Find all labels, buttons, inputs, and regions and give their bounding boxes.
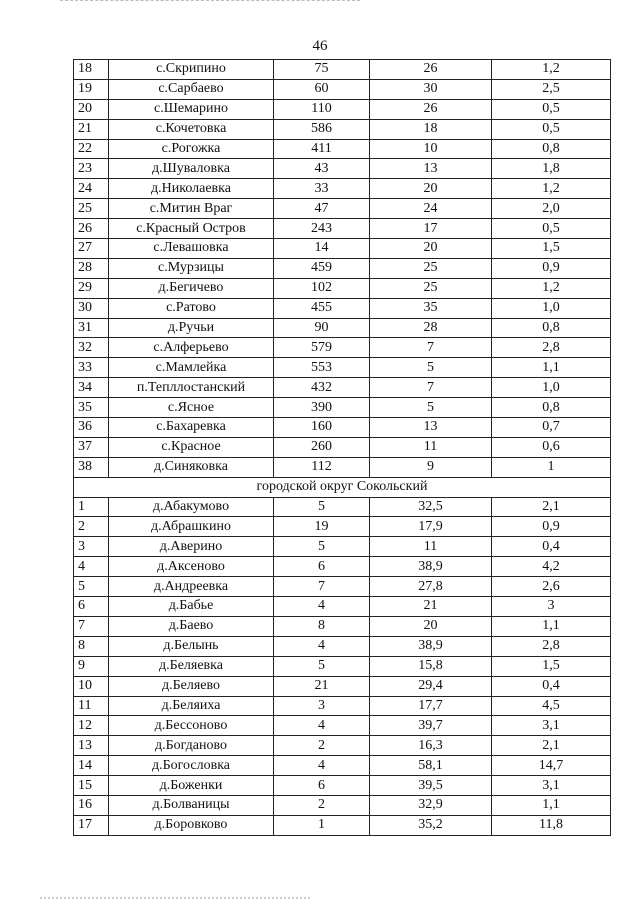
settlement-name: д.Абрашкино [109,517,274,537]
row-number: 26 [74,219,109,239]
value-1: 1 [274,815,370,835]
row-number: 19 [74,79,109,99]
table-row [74,119,611,139]
value-2: 17 [370,219,492,239]
value-2: 11 [370,437,492,457]
value-3: 0,7 [492,418,611,438]
value-1: 2 [274,795,370,815]
value-2: 30 [370,79,492,99]
table-row [74,815,611,835]
value-2: 17,7 [370,696,492,716]
table-body-lower [74,497,611,835]
settlement-name: с.Левашовка [109,239,274,259]
table-row [74,616,611,636]
settlement-name: с.Митин Враг [109,199,274,219]
value-2: 29,4 [370,676,492,696]
value-3: 0,9 [492,517,611,537]
settlement-name: с.Скрипино [109,60,274,80]
value-2: 7 [370,338,492,358]
value-1: 33 [274,179,370,199]
settlement-name: с.Алферьево [109,338,274,358]
value-3: 3,1 [492,716,611,736]
settlement-name: с.Шемарино [109,99,274,119]
settlement-name: д.Богданово [109,736,274,756]
value-2: 17,9 [370,517,492,537]
value-1: 75 [274,60,370,80]
value-2: 35 [370,298,492,318]
value-1: 47 [274,199,370,219]
settlement-name: д.Бегичево [109,278,274,298]
table-row [74,338,611,358]
value-3: 0,8 [492,318,611,338]
row-number: 6 [74,597,109,617]
value-1: 43 [274,159,370,179]
settlement-name: с.Ясное [109,398,274,418]
value-3: 3,1 [492,776,611,796]
table-row [74,219,611,239]
value-3: 1,2 [492,60,611,80]
row-number: 10 [74,676,109,696]
row-number: 7 [74,616,109,636]
settlement-name: с.Рогожка [109,139,274,159]
value-3: 2,5 [492,79,611,99]
value-2: 26 [370,99,492,119]
table-row [74,676,611,696]
settlement-name: д.Боженки [109,776,274,796]
value-3: 14,7 [492,756,611,776]
settlement-name: д.Аксеново [109,557,274,577]
settlement-name: д.Абакумово [109,497,274,517]
settlement-name: д.Баево [109,616,274,636]
table-row [74,636,611,656]
value-1: 21 [274,676,370,696]
value-3: 1,0 [492,378,611,398]
value-1: 60 [274,79,370,99]
value-2: 20 [370,616,492,636]
value-3: 2,1 [492,497,611,517]
section-title: городской округ Сокольский [74,477,611,497]
value-1: 6 [274,776,370,796]
value-1: 4 [274,597,370,617]
value-2: 5 [370,358,492,378]
value-3: 0,6 [492,437,611,457]
row-number: 11 [74,696,109,716]
value-2: 20 [370,179,492,199]
settlement-name: с.Ратово [109,298,274,318]
value-2: 38,9 [370,636,492,656]
row-number: 9 [74,656,109,676]
value-3: 1,2 [492,179,611,199]
value-3: 3 [492,597,611,617]
value-3: 1,0 [492,298,611,318]
row-number: 13 [74,736,109,756]
table-row [74,577,611,597]
row-number: 22 [74,139,109,159]
value-3: 1,1 [492,616,611,636]
table-row [74,776,611,796]
table-row [74,239,611,259]
value-1: 102 [274,278,370,298]
settlement-name: д.Беляевка [109,656,274,676]
settlement-name: д.Бабье [109,597,274,617]
value-1: 243 [274,219,370,239]
section-row [74,477,611,497]
row-number: 35 [74,398,109,418]
settlement-name: д.Богословка [109,756,274,776]
value-2: 28 [370,318,492,338]
settlement-name: д.Болваницы [109,795,274,815]
row-number: 20 [74,99,109,119]
value-3: 0,9 [492,258,611,278]
value-1: 19 [274,517,370,537]
table-row [74,60,611,80]
value-3: 2,6 [492,577,611,597]
value-1: 459 [274,258,370,278]
row-number: 12 [74,716,109,736]
value-1: 112 [274,457,370,477]
row-number: 2 [74,517,109,537]
value-2: 20 [370,239,492,259]
settlement-name: п.Тепллостанский [109,378,274,398]
settlement-name: д.Ручьи [109,318,274,338]
value-2: 16,3 [370,736,492,756]
row-number: 18 [74,60,109,80]
row-number: 1 [74,497,109,517]
value-2: 39,7 [370,716,492,736]
row-number: 4 [74,557,109,577]
value-2: 11 [370,537,492,557]
value-2: 58,1 [370,756,492,776]
value-2: 18 [370,119,492,139]
table-row [74,457,611,477]
table-row [74,99,611,119]
table-row [74,278,611,298]
value-2: 27,8 [370,577,492,597]
row-number: 34 [74,378,109,398]
value-2: 13 [370,159,492,179]
value-2: 7 [370,378,492,398]
value-3: 4,5 [492,696,611,716]
value-1: 3 [274,696,370,716]
value-3: 0,5 [492,119,611,139]
value-2: 13 [370,418,492,438]
row-number: 30 [74,298,109,318]
table-row [74,318,611,338]
row-number: 27 [74,239,109,259]
table-row [74,597,611,617]
table-row [74,159,611,179]
value-3: 1 [492,457,611,477]
value-1: 390 [274,398,370,418]
value-2: 38,9 [370,557,492,577]
value-1: 90 [274,318,370,338]
page-number: 46 [312,38,328,54]
value-1: 160 [274,418,370,438]
row-number: 29 [74,278,109,298]
table-row [74,398,611,418]
value-1: 7 [274,577,370,597]
value-3: 1,1 [492,795,611,815]
value-3: 0,8 [492,139,611,159]
value-3: 2,1 [492,736,611,756]
value-1: 586 [274,119,370,139]
value-2: 21 [370,597,492,617]
row-number: 15 [74,776,109,796]
value-2: 10 [370,139,492,159]
value-1: 5 [274,656,370,676]
value-3: 0,4 [492,537,611,557]
settlement-name: с.Сарбаево [109,79,274,99]
value-1: 411 [274,139,370,159]
row-number: 24 [74,179,109,199]
value-1: 8 [274,616,370,636]
scan-artifact-top [60,0,360,3]
value-2: 24 [370,199,492,219]
settlement-name: д.Андреевка [109,577,274,597]
row-number: 28 [74,258,109,278]
value-2: 26 [370,60,492,80]
table-row [74,437,611,457]
table-row [74,716,611,736]
row-number: 31 [74,318,109,338]
value-2: 25 [370,278,492,298]
row-number: 17 [74,815,109,835]
settlement-name: д.Беляево [109,676,274,696]
table-row [74,418,611,438]
table-row [74,139,611,159]
settlement-name: с.Красный Остров [109,219,274,239]
table-row [74,378,611,398]
value-1: 6 [274,557,370,577]
value-1: 432 [274,378,370,398]
table-row [74,736,611,756]
settlement-name: с.Мамлейка [109,358,274,378]
value-1: 579 [274,338,370,358]
row-number: 25 [74,199,109,219]
value-3: 11,8 [492,815,611,835]
value-1: 2 [274,736,370,756]
value-3: 1,5 [492,239,611,259]
settlement-name: д.Синяковка [109,457,274,477]
row-number: 32 [74,338,109,358]
value-1: 4 [274,716,370,736]
value-3: 2,8 [492,338,611,358]
value-2: 25 [370,258,492,278]
settlement-name: д.Николаевка [109,179,274,199]
value-1: 4 [274,756,370,776]
value-2: 5 [370,398,492,418]
row-number: 37 [74,437,109,457]
value-2: 9 [370,457,492,477]
value-3: 2,0 [492,199,611,219]
table-body-upper [74,60,611,478]
value-1: 14 [274,239,370,259]
table-row [74,537,611,557]
value-3: 1,5 [492,656,611,676]
table-row [74,298,611,318]
value-3: 0,5 [492,99,611,119]
value-3: 0,8 [492,398,611,418]
row-number: 16 [74,795,109,815]
table-row [74,358,611,378]
value-1: 553 [274,358,370,378]
value-3: 1,2 [492,278,611,298]
table-row [74,517,611,537]
row-number: 23 [74,159,109,179]
table-row [74,756,611,776]
value-2: 15,8 [370,656,492,676]
row-number: 5 [74,577,109,597]
value-3: 2,8 [492,636,611,656]
value-3: 0,4 [492,676,611,696]
value-2: 39,5 [370,776,492,796]
settlement-name: с.Бахаревка [109,418,274,438]
table-row [74,497,611,517]
table-row [74,696,611,716]
table-section-header [74,477,611,497]
table-row [74,258,611,278]
settlement-name: д.Боровково [109,815,274,835]
settlement-name: д.Бессоново [109,716,274,736]
settlement-name: с.Кочетовка [109,119,274,139]
table-row [74,557,611,577]
row-number: 8 [74,636,109,656]
row-number: 3 [74,537,109,557]
row-number: 36 [74,418,109,438]
value-3: 1,8 [492,159,611,179]
value-1: 110 [274,99,370,119]
table-row [74,656,611,676]
row-number: 14 [74,756,109,776]
row-number: 38 [74,457,109,477]
settlement-name: д.Аверино [109,537,274,557]
table-row [74,199,611,219]
value-1: 455 [274,298,370,318]
settlements-table [73,59,611,836]
row-number: 21 [74,119,109,139]
value-1: 260 [274,437,370,457]
table-row [74,795,611,815]
value-3: 1,1 [492,358,611,378]
settlement-name: д.Беляиха [109,696,274,716]
row-number: 33 [74,358,109,378]
scan-artifact-bottom [40,897,310,902]
value-1: 5 [274,537,370,557]
value-3: 0,5 [492,219,611,239]
value-3: 4,2 [492,557,611,577]
settlement-name: с.Красное [109,437,274,457]
settlement-name: с.Мурзицы [109,258,274,278]
value-1: 5 [274,497,370,517]
value-1: 4 [274,636,370,656]
value-2: 32,5 [370,497,492,517]
settlement-name: д.Белынь [109,636,274,656]
value-2: 35,2 [370,815,492,835]
settlement-name: д.Шуваловка [109,159,274,179]
value-2: 32,9 [370,795,492,815]
table-row [74,179,611,199]
table-row [74,79,611,99]
